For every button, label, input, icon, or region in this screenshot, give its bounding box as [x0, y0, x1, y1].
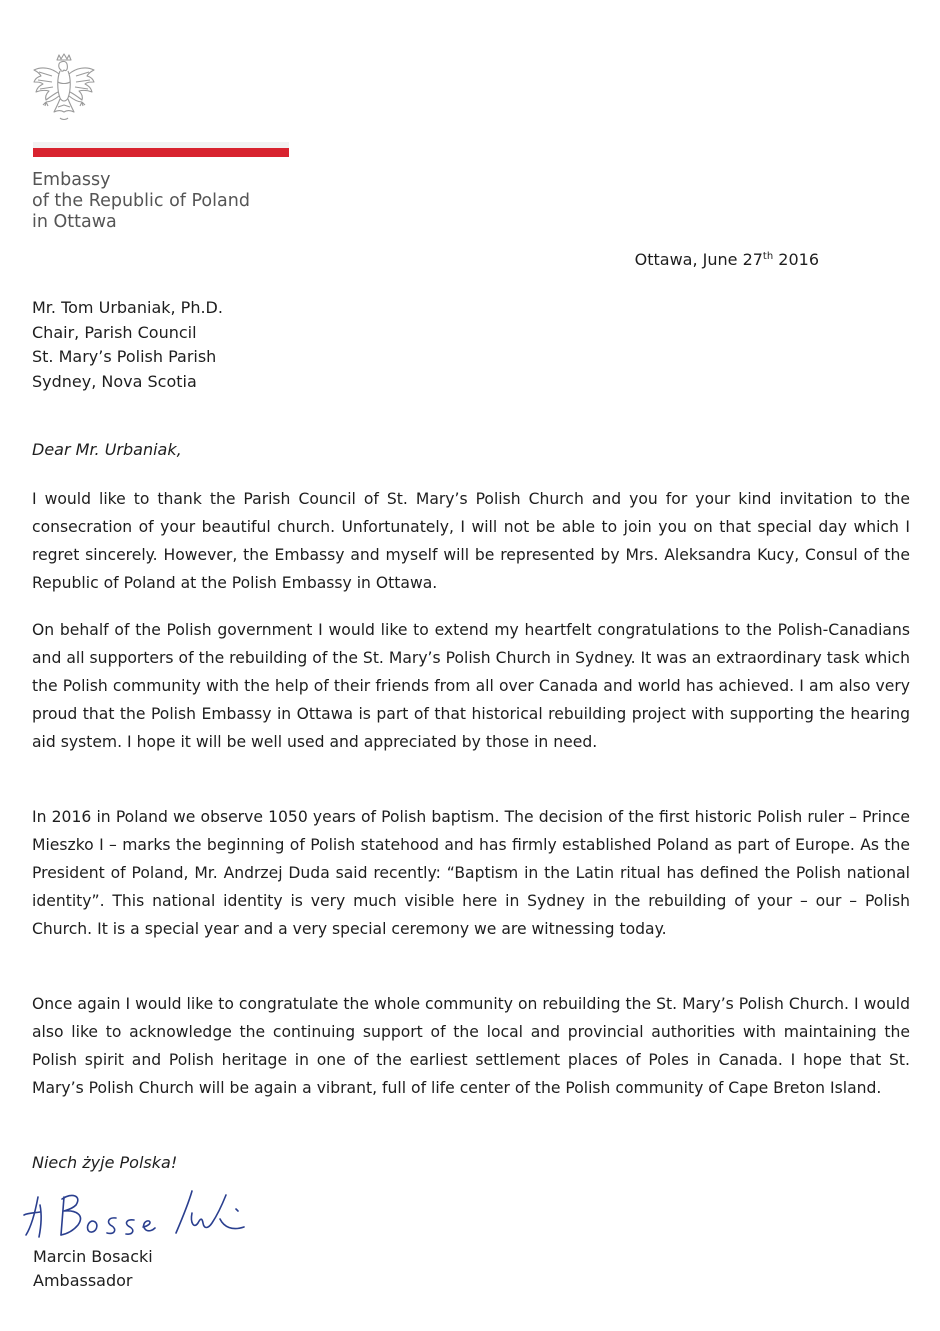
date-prefix: Ottawa, June 27	[634, 250, 763, 269]
body-paragraph-2: On behalf of the Polish government I would like to extend my heartfelt congratulations to the Polish-Canadians and all supporters of the rebuilding of the St. Mary’s Polish Church in Sydney. It was an extraordinary task which the Polish community with the help of their friends from all over Canada and world has achieved. I am also very proud that the Polish Embassy in Ottawa is part of that historical rebuilding project with supporting the hearing aid system. I hope it will be well used and appreciated by those in need.	[32, 621, 910, 751]
date-year: 2016	[773, 250, 819, 269]
recipient-location: Sydney, Nova Scotia	[32, 371, 197, 391]
embassy-name-line-3: in Ottawa	[32, 212, 117, 232]
embassy-name-line-2: of the Republic of Poland	[32, 191, 250, 211]
recipient-title: Chair, Parish Council	[32, 322, 197, 342]
date-ordinal-suffix: th	[762, 251, 774, 262]
handwritten-signature	[22, 1183, 252, 1245]
embassy-name	[32, 170, 250, 233]
signer-block	[33, 1245, 153, 1293]
body-paragraph-3: In 2016 in Poland we observe 1050 years of Polish baptism. The decision of the first historic Polish ruler – Prince Mieszko I – marks the beginning of Polish statehood and has firmly established Poland as part of Europe. As the President of Poland, Mr. Andrzej Duda said recently: “Baptism in the Latin ritual has defined the Polish national identity”. This national identity is very much visible here in Sydney in the rebuilding of your – our – Polish Church. It is a special year and a very special ceremony we are witnessing today.	[32, 808, 910, 938]
recipient-name: Mr. Tom Urbaniak, Ph.D.	[32, 298, 223, 317]
signer-name: Marcin Bosacki	[33, 1247, 153, 1266]
letter-date	[635, 250, 819, 269]
flag-stripe-red	[33, 148, 289, 157]
white-eagle-emblem-icon	[30, 52, 98, 124]
recipient-address	[32, 296, 223, 394]
body-paragraph-4: Once again I would like to congratulate the whole community on rebuilding the St. Mary’s Polish Church. I would also like to acknowledge the continuing support of the local and provincial authorities with maintaining the Polish spirit and Polish heritage in one of the earliest settlement places of Poles in Canada. I hope that St. Mary’s Polish Church will be again a vibrant, full of life center of the Polish community of Cape Breton Island.	[32, 995, 910, 1097]
closing-phrase: Niech żyje Polska!	[32, 1153, 178, 1172]
signer-title: Ambassador	[33, 1271, 133, 1290]
salutation: Dear Mr. Urbaniak,	[32, 440, 182, 459]
embassy-name-line-1: Embassy	[32, 170, 111, 190]
recipient-organization: St. Mary’s Polish Parish	[32, 347, 217, 366]
body-paragraph-1: I would like to thank the Parish Council of St. Mary’s Polish Church and you for your kind invitation to the consecration of your beautiful church. Unfortunately, I will not be able to join you on that special day which I regret sincerely. However, the Embassy and myself will be represented by Mrs. Aleksandra Kucy, Consul of the Republic of Poland at the Polish Embassy in Ottawa.	[32, 490, 910, 592]
